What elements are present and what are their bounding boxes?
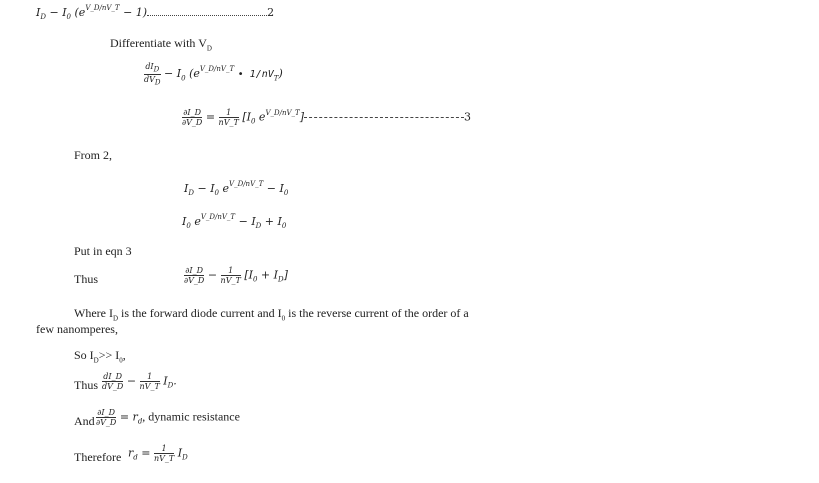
so-statement: So $I_D>> I_0$, <box>74 348 126 365</box>
therefore-label: Therefore <box>74 450 122 464</box>
put-in-eqn-3-label: Put in eqn 3 <box>74 244 132 258</box>
thus-fraction-lhs: $\frac{\partial I\_D}{\partial V\_D}$ <box>184 266 205 285</box>
thus-label-2: Thus <box>74 378 98 392</box>
equation-from-2-b: $I_0$ $e^{V\_D/nV\_T} - I_D + I_0$ <box>182 213 287 231</box>
and-fraction: $\frac{\partial I\_D}{\partial V\_D}$ <box>96 408 117 427</box>
thus-equation-2: $\frac{dI\_D}{dV\_D}$ − $\frac{1}{nV\_T}$ $I_D$. <box>102 372 177 391</box>
and-label: And <box>74 414 95 428</box>
therefore-equation: $r_d$ = $\frac{1}{nV\_T}$ $I_D$ <box>128 444 188 463</box>
thus2-fraction-lhs: $\frac{dI\_D}{dV\_D}$ <box>102 372 124 391</box>
derivative-equation: $\frac{dI_D}{dV_D}$ − $I_0$ ($e^{V\_D/nV\_T}$ • $1/nV_T$) <box>144 62 283 87</box>
differentiate-heading: Differentiate with $V_D$ <box>110 36 212 53</box>
equation-from-2-a: $I_D - I_0$ $e^{V\_D/nV\_T} - I_0$ <box>184 180 289 198</box>
thus2-fraction-coef: $\frac{1}{nV\_T}$ <box>139 372 160 391</box>
coefficient-fraction: $\frac{1}{nV\_T}$ <box>218 108 239 127</box>
thus-label: Thus <box>74 272 98 286</box>
where-paragraph-line2: few nanomperes, <box>36 322 118 336</box>
equation-3: $\frac{\partial I\_D}{\partial V\_D}$ = $\frac{1}{nV\_T}$ [$I_0$ $e^{V\_D/nV\_T}$] 3 <box>182 108 471 127</box>
equation-1: $I_D - I_0$ $(e^{V\_D/nV\_T} - 1)$ 2 <box>36 4 275 22</box>
where-paragraph-line1: Where $I_D$ is the forward diode current and $I_0$ is the reverse current of the order of a <box>74 306 469 323</box>
partial-fraction: $\frac{\partial I\_D}{\partial V\_D}$ <box>182 108 203 127</box>
from-2-label: From 2, <box>74 148 113 162</box>
thus-equation: $\frac{\partial I\_D}{\partial V\_D}$ − $\frac{1}{nV\_T}$ $[I_0 + I_D]$ <box>184 266 288 285</box>
dynamic-resistance-equation: $\frac{\partial I\_D}{\partial V\_D}$ = $r_d$, dynamic resistance <box>96 408 240 427</box>
derivative-fraction: $\frac{dI_D}{dV_D}$ <box>144 62 161 87</box>
therefore-fraction: $\frac{1}{nV\_T}$ <box>153 444 175 463</box>
thus-fraction-coef: $\frac{1}{nV\_T}$ <box>220 266 241 285</box>
